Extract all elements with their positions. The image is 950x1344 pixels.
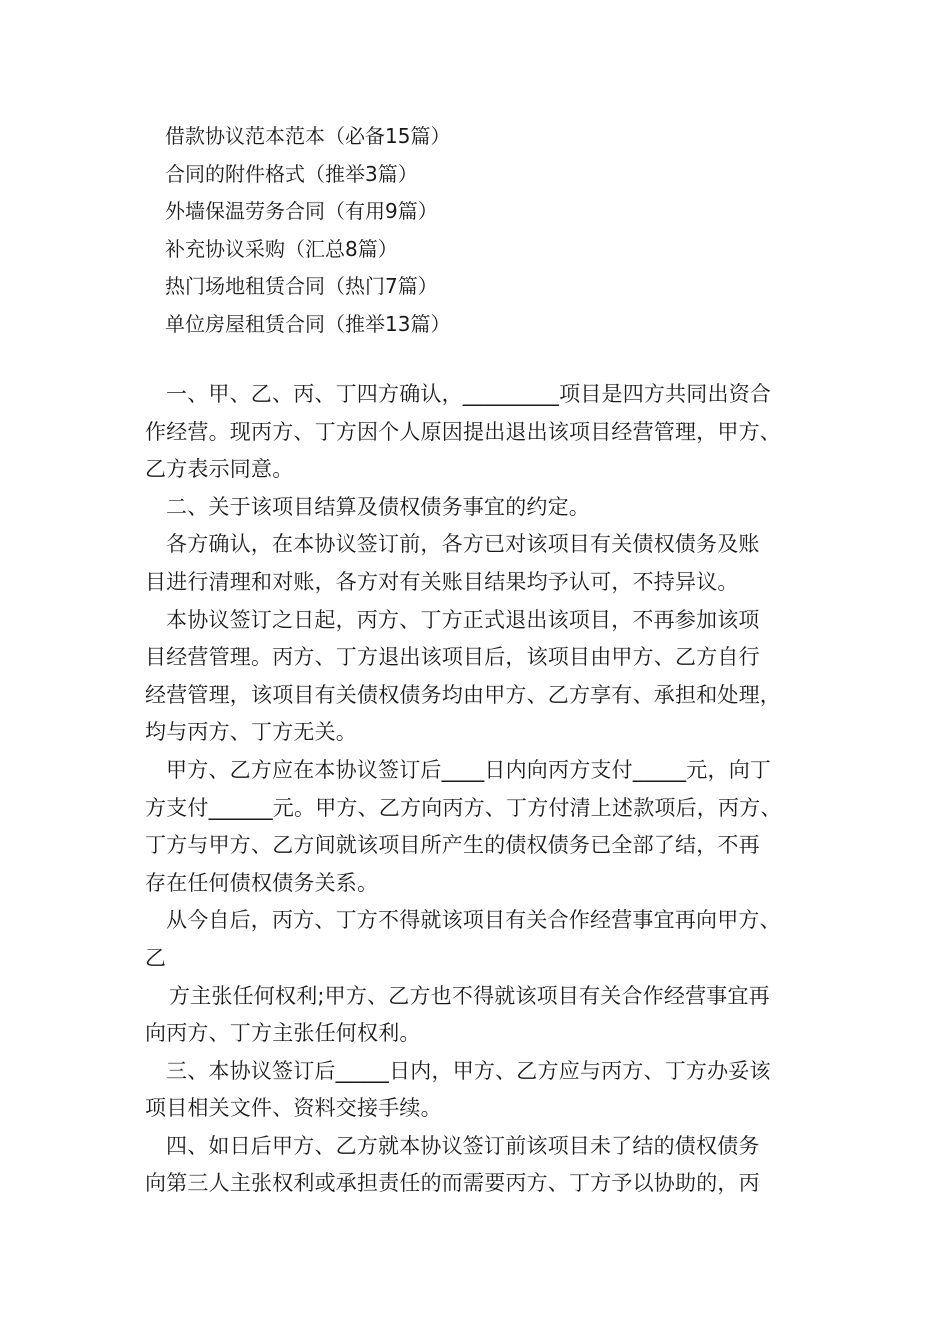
paragraph-line: 三、本协议签订后_____日内，甲方、乙方应与丙方、丁方办妥该 bbox=[166, 1058, 771, 1083]
paragraph-line: 一、甲、乙、丙、丁四方确认，_________项目是四方共同出资合 bbox=[166, 382, 772, 406]
paragraph-line: 方主张任何权利;甲方、乙方也不得就该项目有关合作经营事宜再 bbox=[169, 983, 770, 1008]
related-link-item[interactable]: 借款协议范本范本（必备15篇） bbox=[165, 124, 451, 148]
paragraph-line: 目经营管理。丙方、丁方退出该项目后，该项目由甲方、乙方自行 bbox=[145, 645, 760, 670]
related-link-item[interactable]: 热门场地租赁合同（热门7篇） bbox=[165, 274, 438, 298]
paragraph-line: 各方确认，在本协议签订前，各方已对该项目有关债权债务及账 bbox=[166, 532, 760, 557]
paragraph-line: 乙方表示同意。 bbox=[145, 457, 294, 482]
paragraph-line: 丁方与甲方、乙方间就该项目所产生的债权债务已全部了结，不再 bbox=[145, 833, 760, 858]
paragraph-line: 作经营。现丙方、丁方因个人原因提出退出该项目经营管理，甲方、 bbox=[145, 419, 781, 444]
paragraph-line: 目进行清理和对账，各方对有关账目结果均予认可，不持异议。 bbox=[145, 569, 739, 594]
related-link-item[interactable]: 单位房屋租赁合同（推举13篇） bbox=[165, 311, 451, 336]
paragraph-line: 从今自后，丙方、丁方不得就该项目有关合作经营事宜再向甲方、 bbox=[166, 908, 781, 933]
paragraph-line: 方支付______元。甲方、乙方向丙方、丁方付清上述款项后，丙方、 bbox=[145, 795, 782, 820]
related-link-item[interactable]: 补充协议采购（汇总8篇） bbox=[165, 236, 398, 261]
paragraph-line: 乙 bbox=[145, 945, 167, 970]
paragraph-line: 甲方、乙方应在本协议签订后____日内向丙方支付_____元，向丁 bbox=[166, 757, 772, 782]
paragraph-line: 本协议签订之日起，丙方、丁方正式退出该项目，不再参加该项 bbox=[166, 607, 760, 632]
paragraph-line: 向第三人主张权利或承担责任的而需要丙方、丁方予以协助的，丙 bbox=[145, 1171, 760, 1196]
paragraph-line: 均与丙方、丁方无关。 bbox=[145, 720, 357, 745]
paragraph-line: 项目相关文件、资料交接手续。 bbox=[145, 1096, 442, 1121]
paragraph-line: 经营管理，该项目有关债权债务均由甲方、乙方享有、承担和处理， bbox=[145, 682, 781, 707]
related-link-item[interactable]: 合同的附件格式（推举3篇） bbox=[165, 161, 418, 186]
paragraph-line: 二、关于该项目结算及债权债务事宜的约定。 bbox=[166, 494, 590, 519]
related-links-list bbox=[165, 118, 450, 343]
paragraph-line: 四、如日后甲方、乙方就本协议签订前该项目未了结的债权债务 bbox=[166, 1133, 760, 1158]
agreement-body bbox=[145, 376, 815, 1203]
related-link-item[interactable]: 外墙保温劳务合同（有用9篇） bbox=[165, 199, 438, 223]
paragraph-line: 存在任何债权债务关系。 bbox=[145, 870, 379, 895]
paragraph-line: 向丙方、丁方主张任何权利。 bbox=[145, 1021, 421, 1046]
